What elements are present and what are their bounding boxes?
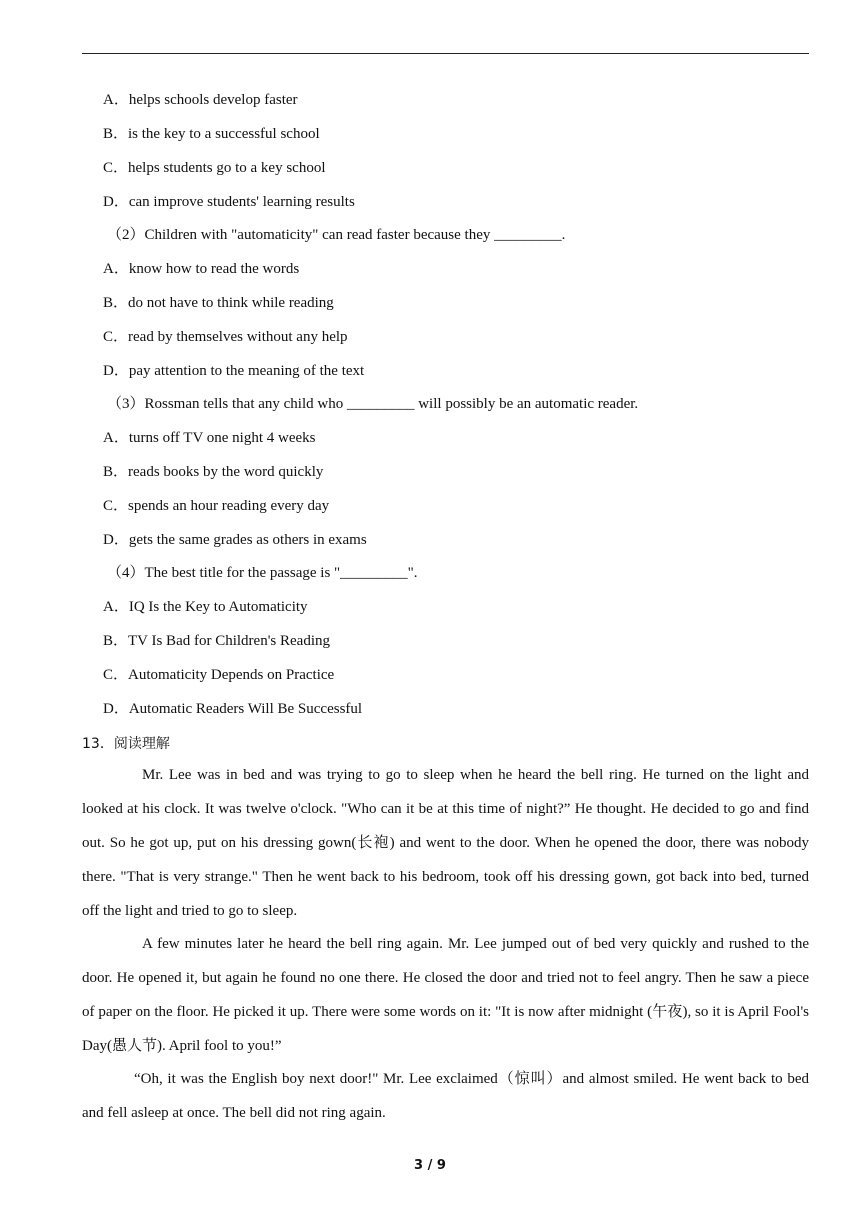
question-3-prompt: （3）Rossman tells that any child who _________ will possibly be an automatic reader. <box>107 396 639 412</box>
option-3c: C．spends an hour reading every day <box>103 498 330 514</box>
option-1b: B．is the key to a successful school <box>103 126 320 142</box>
option-4d: D．Automatic Readers Will Be Successful <box>103 701 363 717</box>
option-2a: A．know how to read the words <box>103 261 300 277</box>
option-3d: D．gets the same grades as others in exams <box>103 532 367 548</box>
option-2b: B．do not have to think while reading <box>103 295 334 311</box>
option-1d: D．can improve students' learning results <box>103 194 355 210</box>
option-4b: B．TV Is Bad for Children's Reading <box>103 633 330 649</box>
option-4c: C．Automaticity Depends on Practice <box>103 667 335 683</box>
section-13-heading: 13．阅读理解 <box>82 736 170 752</box>
page-number: 3 / 9 <box>414 1158 446 1173</box>
option-3b: B．reads books by the word quickly <box>103 464 324 480</box>
option-3a: A．turns off TV one night 4 weeks <box>103 430 316 446</box>
header-rule <box>82 53 809 54</box>
option-2c: C．read by themselves without any help <box>103 329 348 345</box>
option-1c: C．helps students go to a key school <box>103 160 326 176</box>
question-2-prompt: （2）Children with "automaticity" can read faster because they _________. <box>107 227 566 243</box>
option-4a: A．IQ Is the Key to Automaticity <box>103 599 308 615</box>
passage-paragraph-2: A few minutes later he heard the bell ring again. Mr. Lee jumped out of bed very quickly and rushed to the door. He opened it, but again he found no one there. He closed the door and tried not to feel angry. Then he saw a piece of paper on the floor. He picked it up. There were some words on it: "It is now after midnight (午夜), so it is April Fool's Day(愚人节). April fool to you!” <box>82 936 809 1054</box>
passage-paragraph-3: “Oh, it was the English boy next door!" Mr. Lee exclaimed（惊叫）and almost smiled. He went back to bed and fell asleep at once. The bell did not ring again. <box>82 1071 809 1121</box>
question-4-prompt: （4）The best title for the passage is "_________". <box>107 565 418 581</box>
option-2d: D．pay attention to the meaning of the text <box>103 363 365 379</box>
option-1a: A．helps schools develop faster <box>103 92 298 108</box>
passage-paragraph-1: Mr. Lee was in bed and was trying to go to sleep when he heard the bell ring. He turned on the light and looked at his clock. It was twelve o'clock. "Who can it be at this time of night?” He thought. He decided to go and find out. So he got up, put on his dressing gown(长袍) and went to the door. When he opened the door, there was nobody there. "That is very strange." Then he went back to his bedroom, took off his dressing gown, got back into bed, turned off the light and tried to go to sleep. <box>82 767 809 919</box>
